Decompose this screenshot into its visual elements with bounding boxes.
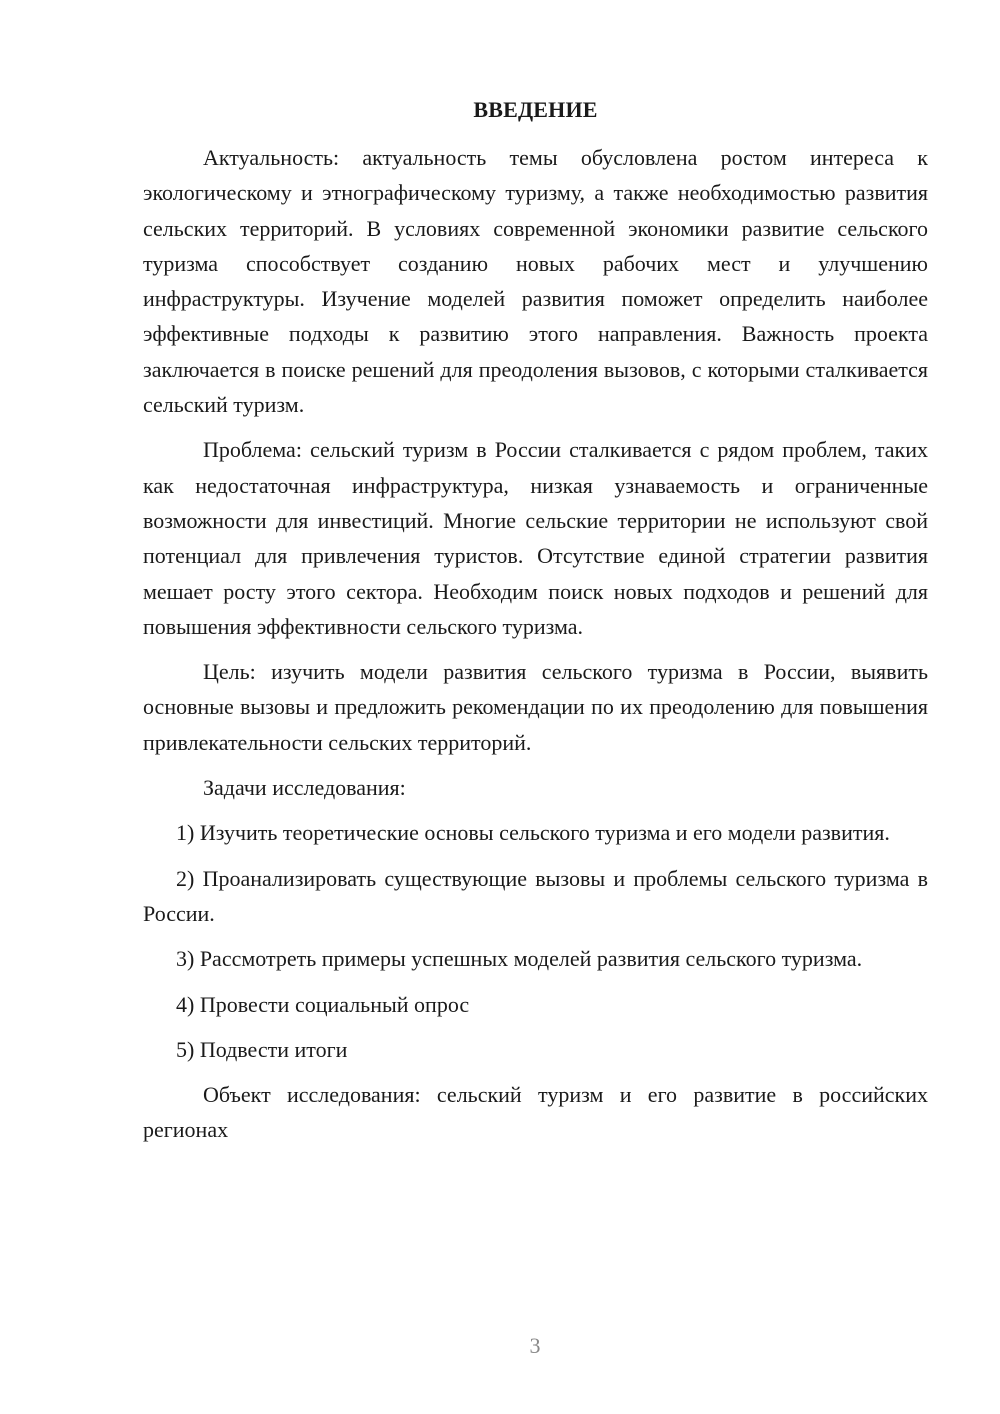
object-paragraph: Объект исследования: сельский туризм и его развитие в российских регионах (143, 1082, 928, 1143)
relevance-paragraph: Актуальность: актуальность темы обусловлена ростом интереса к экологическому и этнографическому туризму, а также необходимостью развития сельских территорий. В условиях современной экономики развитие сельского туризма способствует созданию новых рабочих мест и улучшению инфраструктуры. Изучение моделей развития поможет определить наиболее эффективные подходы к развитию этого направления. Важность проекта заключается в поиске решений для преодоления вызовов, с которыми сталкивается сельский туризм. (143, 145, 928, 418)
task-item: 1) Изучить теоретические основы сельского туризма и его модели развития. (176, 820, 890, 846)
problem-paragraph: Проблема: сельский туризм в России сталкивается с рядом проблем, таких как недостаточная инфраструктура, низкая узнаваемость и ограниченные возможности для инвестиций. Многие сельские территории не используют свой потенциал для привлечения туристов. Отсутствие единой стратегии развития мешает росту этого сектора. Необходим поиск новых подходов и решений для повышения эффективности сельского туризма. (143, 437, 928, 639)
task-item: 3) Рассмотреть примеры успешных моделей развития сельского туризма. (176, 946, 863, 972)
task-item: 4) Провести социальный опрос (176, 991, 470, 1017)
document-page (143, 94, 928, 1148)
section-heading: ВВЕДЕНИЕ (473, 97, 598, 122)
goal-paragraph: Цель: изучить модели развития сельского туризма в России, выявить основные вызовы и предложить рекомендации по их преодолению для повышения привлекательности сельских территорий. (143, 659, 928, 755)
tasks-heading: Задачи исследования: (203, 775, 406, 801)
task-item: 5) Подвести итоги (176, 1036, 348, 1062)
task-item: 2) Проанализировать существующие вызовы и проблемы сельского туризма в России. (143, 865, 928, 926)
page-number: 3 (529, 1333, 541, 1358)
